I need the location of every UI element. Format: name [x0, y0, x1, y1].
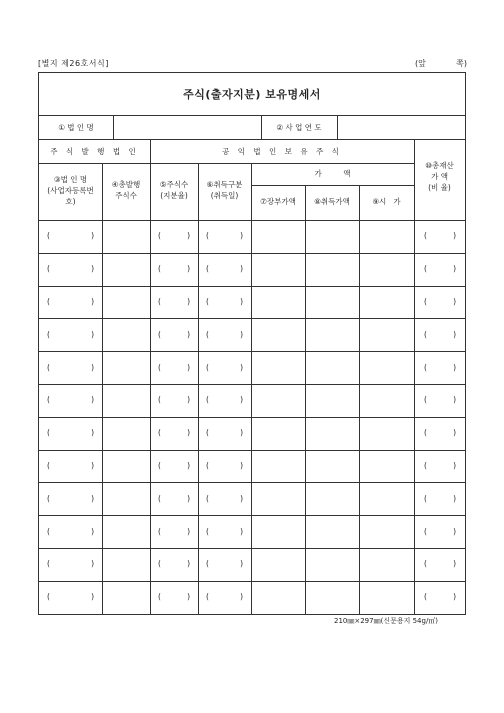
page-side-left: (앞: [415, 59, 426, 68]
paren-close: ): [240, 329, 243, 339]
paren-open: (: [158, 493, 161, 503]
paren-open: (: [424, 559, 427, 569]
paren-close: ): [187, 493, 190, 503]
corp-name-label: ① 법 인 명: [58, 123, 94, 132]
paren-open: (: [424, 428, 427, 438]
form-frame: [38, 72, 466, 615]
line-below-group-header: [39, 163, 414, 164]
paren-open: (: [206, 559, 209, 569]
table-row[interactable]: [39, 384, 465, 417]
holder-group-header: 공 익 법 인 보 유 주 식: [222, 147, 342, 156]
col9-header: ⑨시 가: [372, 197, 401, 206]
table-row[interactable]: [39, 286, 465, 319]
paren-open: (: [206, 362, 209, 372]
paren-open: (: [206, 592, 209, 602]
paren-open: (: [206, 526, 209, 536]
col10-line3: (비 율): [428, 182, 451, 192]
col10-header: [414, 161, 465, 194]
table-row[interactable]: [39, 351, 465, 384]
paren-open: (: [158, 428, 161, 438]
paren-close: ): [453, 559, 456, 569]
paren-close: ): [453, 592, 456, 602]
col5-paren-cell[interactable]: [152, 297, 196, 306]
paren-close: ): [240, 493, 243, 503]
paren-close: ): [453, 264, 456, 274]
paren-open: (: [206, 231, 209, 241]
col5-header: [150, 180, 198, 202]
col3-paren-cell[interactable]: [41, 559, 100, 568]
paren-open: (: [158, 592, 161, 602]
paren-open: (: [47, 428, 50, 438]
paren-open: (: [206, 460, 209, 470]
col6-paren-cell[interactable]: [200, 297, 249, 306]
paren-open: (: [47, 395, 50, 405]
col6-paren-cell[interactable]: [200, 363, 249, 372]
paren-close: ): [91, 395, 94, 405]
col8-header: ⑧취득가액: [314, 197, 350, 206]
line-below-row1: [39, 139, 465, 140]
paren-open: (: [158, 296, 161, 306]
paren-open: (: [424, 493, 427, 503]
paren-close: ): [187, 264, 190, 274]
paren-close: ): [187, 460, 190, 470]
form-code: [별지 제26호서식]: [38, 59, 109, 68]
col3-line1: ③법 인 명: [53, 175, 88, 184]
table-row[interactable]: [39, 417, 465, 450]
paren-close: ): [240, 526, 243, 536]
col10-paren-cell[interactable]: [418, 428, 462, 437]
year-label: ② 사 업 연 도: [276, 123, 322, 132]
page-side: [415, 58, 467, 69]
paren-close: ): [240, 362, 243, 372]
paren-close: ): [453, 362, 456, 372]
paren-close: ): [453, 428, 456, 438]
paren-open: (: [47, 493, 50, 503]
col10-paren-cell[interactable]: [418, 461, 462, 470]
paren-open: (: [47, 559, 50, 569]
col5-paren-cell[interactable]: [152, 461, 196, 470]
col6-paren-cell[interactable]: [200, 494, 249, 503]
col5-paren-cell[interactable]: [152, 330, 196, 339]
paren-open: (: [158, 526, 161, 536]
col3-paren-cell[interactable]: [41, 461, 100, 470]
col6-paren-cell[interactable]: [200, 231, 249, 240]
paren-close: ): [91, 428, 94, 438]
col5-paren-cell[interactable]: [152, 428, 196, 437]
paren-close: ): [187, 526, 190, 536]
col10-paren-cell[interactable]: [418, 592, 462, 601]
paren-open: (: [47, 362, 50, 372]
col6-paren-cell[interactable]: [200, 264, 249, 273]
page-side-right: 쪽): [456, 59, 467, 68]
paren-close: ): [187, 559, 190, 569]
table-row[interactable]: [39, 253, 465, 286]
col6-paren-cell[interactable]: [200, 527, 249, 536]
col5-paren-cell[interactable]: [152, 231, 196, 240]
table-row[interactable]: [39, 548, 465, 581]
paren-close: ): [240, 428, 243, 438]
col6-header: [198, 180, 251, 202]
table-row[interactable]: [39, 482, 465, 515]
paren-close: ): [240, 460, 243, 470]
paren-open: (: [158, 460, 161, 470]
paren-close: ): [91, 296, 94, 306]
line-below-price-header: [251, 185, 414, 186]
paren-close: ): [91, 264, 94, 274]
paren-close: ): [453, 329, 456, 339]
col4-header: [102, 180, 150, 202]
year-field[interactable]: [338, 116, 464, 138]
table-row[interactable]: [39, 515, 465, 548]
col3-header: [39, 175, 102, 208]
paren-close: ): [453, 460, 456, 470]
paren-open: (: [424, 264, 427, 274]
paren-close: ): [240, 395, 243, 405]
col6-paren-cell[interactable]: [200, 592, 249, 601]
col3-paren-cell[interactable]: [41, 494, 100, 503]
col5-paren-cell[interactable]: [152, 527, 196, 536]
corp-name-field[interactable]: [114, 116, 260, 138]
col6-paren-cell[interactable]: [200, 559, 249, 568]
paper-spec: 210㎜×297㎜(신문용지 54g/㎡): [334, 617, 439, 625]
col10-paren-cell[interactable]: [418, 559, 462, 568]
paren-open: (: [424, 592, 427, 602]
paren-open: (: [158, 231, 161, 241]
col3-paren-cell[interactable]: [41, 330, 100, 339]
form-title: 주식(출자지분) 보유명세서: [183, 88, 321, 101]
paren-close: ): [91, 231, 94, 241]
paren-open: (: [424, 329, 427, 339]
col3-line3: 호): [65, 196, 76, 206]
col10-paren-cell[interactable]: [418, 231, 462, 240]
paren-close: ): [91, 493, 94, 503]
paren-open: (: [206, 428, 209, 438]
col6-paren-cell[interactable]: [200, 461, 249, 470]
paren-close: ): [240, 559, 243, 569]
col4-line2: 주식수: [115, 190, 137, 200]
col3-paren-cell[interactable]: [41, 592, 100, 601]
col3-paren-cell[interactable]: [41, 428, 100, 437]
col3-paren-cell[interactable]: [41, 363, 100, 372]
paren-open: (: [47, 231, 50, 241]
paren-open: (: [424, 395, 427, 405]
col3-paren-cell[interactable]: [41, 231, 100, 240]
col10-paren-cell[interactable]: [418, 330, 462, 339]
paren-close: ): [453, 526, 456, 536]
col7-header: ⑦장부가액: [260, 197, 296, 206]
table-row[interactable]: [39, 220, 465, 253]
paren-open: (: [47, 264, 50, 274]
paren-open: (: [206, 296, 209, 306]
col5-paren-cell[interactable]: [152, 395, 196, 404]
col10-paren-cell[interactable]: [418, 395, 462, 404]
paren-close: ): [91, 559, 94, 569]
col10-paren-cell[interactable]: [418, 297, 462, 306]
paren-open: (: [158, 559, 161, 569]
col10-line2: 가 액: [431, 171, 448, 181]
paren-close: ): [453, 395, 456, 405]
paren-open: (: [206, 329, 209, 339]
col5-paren-cell[interactable]: [152, 494, 196, 503]
paren-open: (: [158, 395, 161, 405]
paren-close: ): [240, 592, 243, 602]
paren-close: ): [240, 296, 243, 306]
paren-open: (: [206, 264, 209, 274]
paren-open: (: [206, 395, 209, 405]
col3-paren-cell[interactable]: [41, 527, 100, 536]
paren-open: (: [47, 526, 50, 536]
col3-paren-cell[interactable]: [41, 297, 100, 306]
paren-open: (: [206, 493, 209, 503]
paren-open: (: [47, 592, 50, 602]
col5-paren-cell[interactable]: [152, 363, 196, 372]
col6-paren-cell[interactable]: [200, 330, 249, 339]
paren-close: ): [187, 362, 190, 372]
paren-open: (: [424, 362, 427, 372]
paren-close: ): [91, 460, 94, 470]
col6-paren-cell[interactable]: [200, 428, 249, 437]
paren-open: (: [158, 264, 161, 274]
price-group-header: 가 액: [314, 169, 351, 178]
paren-open: (: [424, 526, 427, 536]
paren-open: (: [424, 460, 427, 470]
col10-paren-cell[interactable]: [418, 264, 462, 273]
paren-open: (: [158, 362, 161, 372]
col3-line2: (사업자등록번: [47, 185, 94, 195]
paren-close: ): [453, 231, 456, 241]
paren-open: (: [424, 296, 427, 306]
paren-close: ): [453, 493, 456, 503]
paren-close: ): [187, 329, 190, 339]
paren-close: ): [91, 362, 94, 372]
col4-line1: ④총발행: [111, 180, 141, 189]
paren-close: ): [91, 329, 94, 339]
paren-close: ): [240, 264, 243, 274]
col10-paren-cell[interactable]: [418, 363, 462, 372]
col5-paren-cell[interactable]: [152, 559, 196, 568]
paren-close: ): [91, 592, 94, 602]
paren-close: ): [187, 428, 190, 438]
paren-close: ): [91, 526, 94, 536]
paren-close: ): [187, 296, 190, 306]
paren-open: (: [158, 329, 161, 339]
col5-line1: ⑤주식수: [159, 180, 189, 189]
col3-paren-cell[interactable]: [41, 395, 100, 404]
col5-line2: (지분율): [160, 190, 188, 200]
col5-paren-cell[interactable]: [152, 264, 196, 273]
issuer-group-header: 주 식 발 행 법 인: [50, 147, 139, 156]
table-row[interactable]: [39, 318, 465, 351]
paren-close: ): [187, 231, 190, 241]
col10-line1: ⑩총재산: [425, 161, 454, 170]
col10-paren-cell[interactable]: [418, 527, 462, 536]
paren-open: (: [47, 296, 50, 306]
paren-close: ): [187, 395, 190, 405]
paren-close: ): [187, 592, 190, 602]
col5-paren-cell[interactable]: [152, 592, 196, 601]
col6-line1: ⑥취득구분: [206, 180, 243, 189]
table-row[interactable]: [39, 450, 465, 483]
paren-open: (: [424, 231, 427, 241]
col6-line2: (취득일): [210, 190, 239, 200]
paren-open: (: [47, 329, 50, 339]
col3-paren-cell[interactable]: [41, 264, 100, 273]
table-row[interactable]: [39, 581, 465, 614]
col6-paren-cell[interactable]: [200, 395, 249, 404]
paren-close: ): [240, 231, 243, 241]
paren-close: ): [453, 296, 456, 306]
paren-open: (: [47, 460, 50, 470]
col10-paren-cell[interactable]: [418, 494, 462, 503]
